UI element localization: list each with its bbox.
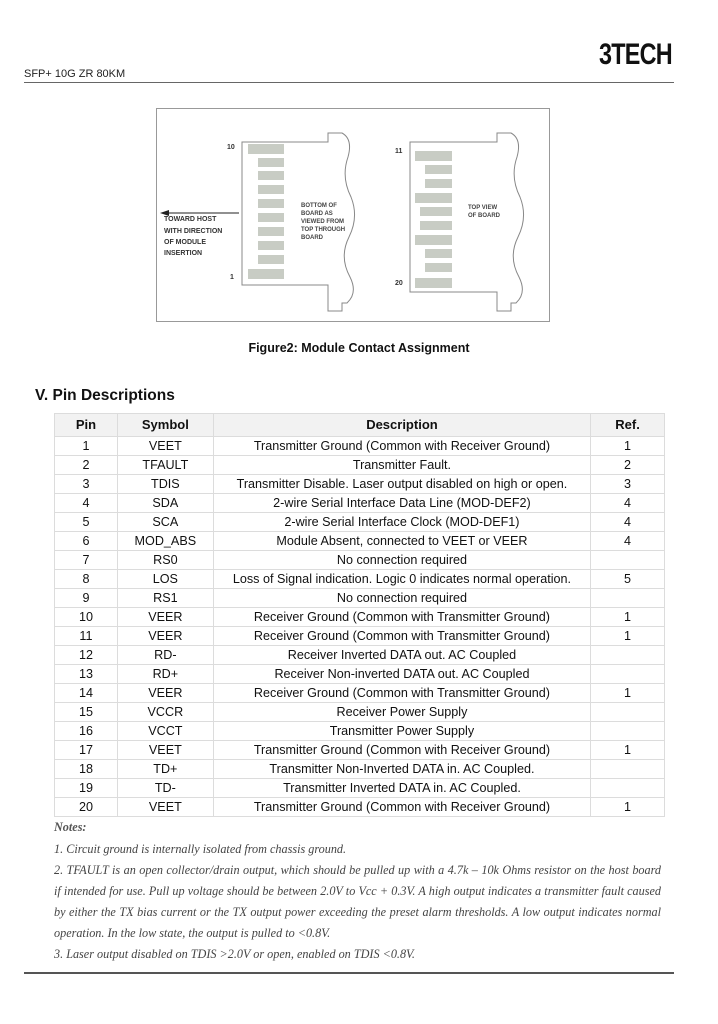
- cell-ref: 1: [591, 741, 665, 760]
- cell-ref: [591, 779, 665, 798]
- cell-pin: 11: [55, 627, 118, 646]
- cell-pin: 2: [55, 456, 118, 475]
- cell-ref: 1: [591, 437, 665, 456]
- table-row: [55, 627, 665, 646]
- cell-pin: 16: [55, 722, 118, 741]
- cell-description: 2-wire Serial Interface Data Line (MOD-DEF2): [213, 494, 590, 513]
- cell-pin: 15: [55, 703, 118, 722]
- table-row: [55, 665, 665, 684]
- cell-symbol: TFAULT: [117, 456, 213, 475]
- cell-symbol: VEET: [117, 798, 213, 817]
- cell-description: Transmitter Non-Inverted DATA in. AC Coupled.: [213, 760, 590, 779]
- cell-ref: 4: [591, 532, 665, 551]
- svg-text:OF MODULE: OF MODULE: [164, 239, 206, 246]
- table-header-row: [55, 414, 665, 437]
- cell-description: 2-wire Serial Interface Clock (MOD-DEF1): [213, 513, 590, 532]
- cell-symbol: VEER: [117, 627, 213, 646]
- cell-description: Transmitter Disable. Laser output disabled on high or open.: [213, 475, 590, 494]
- bottom-board-contacts: [248, 144, 284, 279]
- table-row: [55, 475, 665, 494]
- cell-symbol: TD+: [117, 760, 213, 779]
- cell-ref: 2: [591, 456, 665, 475]
- arrow-label: [164, 216, 222, 257]
- note-item: 1. Circuit ground is internally isolated from chassis ground.: [54, 842, 347, 856]
- cell-description: Receiver Non-inverted DATA out. AC Coupled: [213, 665, 590, 684]
- table-row: [55, 532, 665, 551]
- cell-ref: [591, 703, 665, 722]
- cell-description: Receiver Ground (Common with Transmitter Ground): [213, 684, 590, 703]
- cell-pin: 7: [55, 551, 118, 570]
- table-row: [55, 494, 665, 513]
- note-item: 2. TFAULT is an open collector/drain output, which should be pulled up with a 4.7k – 10k Ohms resistor on the host board if intended for use. Pull up voltage should be between 2.0V to Vcc + 0.3V. A high output indicates a transmitter fault caused by either the TX bias current or the TX output power exceeding the preset alarm thresholds. A low output indicates normal operation. In the low state, the output is pulled to <0.8V.: [54, 863, 661, 940]
- cell-pin: 10: [55, 608, 118, 627]
- table-row: [55, 589, 665, 608]
- cell-ref: 5: [591, 570, 665, 589]
- cell-symbol: RD-: [117, 646, 213, 665]
- cell-pin: 14: [55, 684, 118, 703]
- cell-ref: 1: [591, 798, 665, 817]
- cell-symbol: RD+: [117, 665, 213, 684]
- cell-ref: 1: [591, 608, 665, 627]
- cell-ref: [591, 665, 665, 684]
- top-board-label: [468, 205, 501, 219]
- table-row: [55, 437, 665, 456]
- cell-symbol: SCA: [117, 513, 213, 532]
- cell-ref: 4: [591, 513, 665, 532]
- cell-pin: 9: [55, 589, 118, 608]
- header-divider: [24, 82, 674, 83]
- svg-text:WITH DIRECTION: WITH DIRECTION: [164, 228, 223, 235]
- cell-symbol: SDA: [117, 494, 213, 513]
- cell-description: Transmitter Ground (Common with Receiver Ground): [213, 437, 590, 456]
- cell-pin: 8: [55, 570, 118, 589]
- top-board-contacts: [415, 151, 452, 288]
- cell-symbol: VCCR: [117, 703, 213, 722]
- table-row: [55, 456, 665, 475]
- cell-ref: 3: [591, 475, 665, 494]
- cell-ref: [591, 551, 665, 570]
- table-row: [55, 646, 665, 665]
- cell-description: No connection required: [213, 589, 590, 608]
- cell-ref: 1: [591, 684, 665, 703]
- cell-pin: 17: [55, 741, 118, 760]
- table-row: [55, 741, 665, 760]
- table-row: [55, 684, 665, 703]
- cell-symbol: RS0: [117, 551, 213, 570]
- cell-symbol: VCCT: [117, 722, 213, 741]
- cell-pin: 1: [55, 437, 118, 456]
- cell-ref: [591, 722, 665, 741]
- column-header-pin: Pin: [55, 414, 118, 437]
- cell-symbol: VEET: [117, 741, 213, 760]
- pin-10-label: 10: [227, 144, 235, 151]
- column-header-ref: Ref.: [591, 414, 665, 437]
- svg-text:BOARD AS: BOARD AS: [301, 211, 333, 217]
- cell-description: Transmitter Ground (Common with Receiver Ground): [213, 741, 590, 760]
- header-title: SFP+ 10G ZR 80KM: [24, 68, 126, 80]
- cell-description: Receiver Inverted DATA out. AC Coupled: [213, 646, 590, 665]
- cell-symbol: MOD_ABS: [117, 532, 213, 551]
- cell-pin: 6: [55, 532, 118, 551]
- svg-text:INSERTION: INSERTION: [164, 250, 203, 257]
- cell-pin: 4: [55, 494, 118, 513]
- notes-section: [54, 817, 661, 965]
- table-row: [55, 570, 665, 589]
- cell-ref: [591, 760, 665, 779]
- svg-text:TOP THROUGH: TOP THROUGH: [301, 227, 346, 233]
- pin-1-label: 1: [230, 274, 234, 281]
- column-header-description: Description: [213, 414, 590, 437]
- cell-description: Receiver Power Supply: [213, 703, 590, 722]
- cell-description: Loss of Signal indication. Logic 0 indicates normal operation.: [213, 570, 590, 589]
- cell-description: No connection required: [213, 551, 590, 570]
- table-row: [55, 608, 665, 627]
- cell-description: Transmitter Power Supply: [213, 722, 590, 741]
- column-header-symbol: Symbol: [117, 414, 213, 437]
- cell-pin: 19: [55, 779, 118, 798]
- table-row: [55, 513, 665, 532]
- notes-title: Notes:: [54, 820, 87, 834]
- cell-ref: 1: [591, 627, 665, 646]
- cell-description: Transmitter Ground (Common with Receiver Ground): [213, 798, 590, 817]
- cell-description: Transmitter Inverted DATA in. AC Coupled.: [213, 779, 590, 798]
- module-contact-figure: [156, 108, 550, 322]
- cell-description: Transmitter Fault.: [213, 456, 590, 475]
- figure-caption: Figure2: Module Contact Assignment: [248, 341, 470, 355]
- table-row: [55, 722, 665, 741]
- cell-symbol: RS1: [117, 589, 213, 608]
- cell-pin: 3: [55, 475, 118, 494]
- pin-descriptions-table: [54, 413, 665, 817]
- table-row: [55, 798, 665, 817]
- cell-ref: [591, 646, 665, 665]
- cell-pin: 13: [55, 665, 118, 684]
- svg-text:VIEWED FROM: VIEWED FROM: [301, 219, 344, 225]
- cell-pin: 12: [55, 646, 118, 665]
- section-title: V. Pin Descriptions: [35, 387, 175, 404]
- cell-symbol: VEER: [117, 684, 213, 703]
- pin-11-label: 11: [395, 148, 403, 155]
- cell-symbol: VEER: [117, 608, 213, 627]
- cell-symbol: TDIS: [117, 475, 213, 494]
- svg-text:OF BOARD: OF BOARD: [468, 213, 500, 219]
- cell-symbol: LOS: [117, 570, 213, 589]
- pin-20-label: 20: [395, 280, 403, 287]
- table-row: [55, 760, 665, 779]
- svg-text:BOTTOM OF: BOTTOM OF: [301, 203, 337, 209]
- svg-text:TOWARD HOST: TOWARD HOST: [164, 216, 217, 223]
- cell-ref: [591, 589, 665, 608]
- svg-text:TOP VIEW: TOP VIEW: [468, 205, 498, 211]
- table-row: [55, 551, 665, 570]
- cell-symbol: TD-: [117, 779, 213, 798]
- brand-logo: 3TECH: [599, 38, 672, 71]
- cell-ref: 4: [591, 494, 665, 513]
- bottom-board-label: [301, 203, 345, 241]
- footer-divider: [24, 972, 674, 974]
- table-row: [55, 779, 665, 798]
- cell-pin: 18: [55, 760, 118, 779]
- cell-pin: 5: [55, 513, 118, 532]
- table-row: [55, 703, 665, 722]
- cell-description: Receiver Ground (Common with Transmitter Ground): [213, 627, 590, 646]
- cell-pin: 20: [55, 798, 118, 817]
- cell-symbol: VEET: [117, 437, 213, 456]
- note-item: 3. Laser output disabled on TDIS >2.0V or open, enabled on TDIS <0.8V.: [54, 947, 415, 961]
- svg-text:BOARD: BOARD: [301, 235, 323, 241]
- cell-description: Receiver Ground (Common with Transmitter Ground): [213, 608, 590, 627]
- cell-description: Module Absent, connected to VEET or VEER: [213, 532, 590, 551]
